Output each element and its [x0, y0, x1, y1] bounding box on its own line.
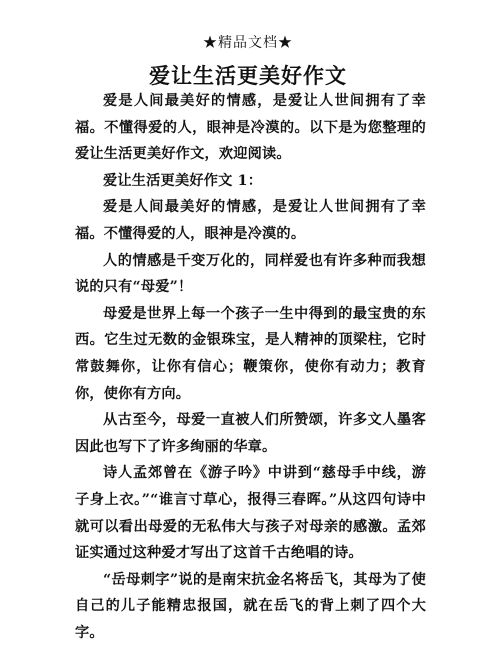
- body-paragraph: “岳母刺字”说的是南宋抗金名将岳飞，其母为了使自己的儿子能精忠报国，就在岳飞的背上刺了四个大字。: [75, 571, 426, 641]
- body-paragraph: 诗人孟郊曾在《游子吟》中讲到“慈母手中线，游子身上衣。”“谁言寸草心，报得三春晖。”从这四句诗中就可以看出母爱的无私伟大与孩子对母亲的感激。孟郊证实通过这种爱才写出了这首千古绝唱的诗。: [75, 465, 426, 562]
- body-paragraph: 人的情感是千变万化的，同样爱也有许多种而我想说的只有“母爱”！: [75, 252, 426, 296]
- body-paragraph: 从古至今，母爱一直被人们所赞颂，许多文人墨客因此也写下了许多绚丽的华章。: [75, 412, 426, 455]
- section-heading: 爱让生活更美好作文 1：: [103, 172, 263, 189]
- body-paragraph: 爱是人间最美好的情感，是爱让人世间拥有了幸福。不懂得爱的人，眼神是冷漠的。: [75, 199, 426, 242]
- header-mark: ★精品文档★: [203, 35, 293, 51]
- page-title: 爱让生活更美好作文: [149, 63, 347, 88]
- document-body: [75, 88, 426, 646]
- intro-paragraph: 爱是人间最美好的情感，是爱让人世间拥有了幸福。不懂得爱的人，眼神是冷漠的。以下是为您整理的爱让生活更美好作文，欢迎阅读。: [75, 93, 426, 163]
- body-paragraph: 母爱是世界上每一个孩子一生中得到的最宝贵的东西。它生过无数的金银珠宝，是人精神的顶梁柱，它时常鼓舞你，让你有信心；鞭策你，使你有动力；教育你，使你有方向。: [75, 305, 426, 402]
